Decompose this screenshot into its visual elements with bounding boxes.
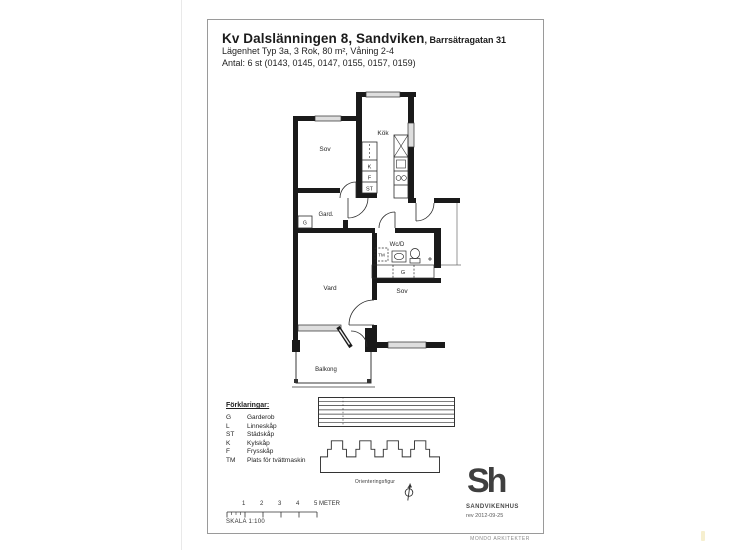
balcony-label: Balkong <box>315 367 337 373</box>
legend-abbr: K <box>226 439 231 447</box>
neighbour-lines <box>441 203 461 265</box>
legend-abbr: TM <box>226 456 236 464</box>
living-room-label: Vard <box>323 285 337 292</box>
scan-page-edge <box>181 0 182 550</box>
legend-abbr: ST <box>226 431 235 439</box>
logo-revision-date: rev 2012-09-25 <box>466 513 504 519</box>
scan-artifact-speck <box>701 531 705 541</box>
scale-numbers <box>226 501 366 509</box>
wardrobe-room-label: Gard. <box>318 212 334 218</box>
washer-label: TM <box>378 252 385 258</box>
apartment-count-line: Antal: 6 st (0143, 0145, 0147, 0155, 0157, 0159) <box>222 58 416 68</box>
apartment-type-line: Lägenhet Typ 3a, 3 Rok, 80 m², Våning 2-4 <box>222 46 394 56</box>
scale-tick-3: 3 <box>278 501 282 507</box>
legend-heading: Förklaringar: <box>226 402 270 409</box>
legend-label: Städskåp <box>247 431 275 439</box>
north-arrow-icon <box>401 482 417 502</box>
legend-label: Linneskåp <box>247 422 277 430</box>
kitchen-label: Kök <box>377 130 389 137</box>
wardrobe-row-label: G <box>400 270 406 276</box>
bedroom2-label: Sov <box>396 288 408 295</box>
architect-credit: MONDO ARKITEKTER <box>470 536 530 542</box>
legend-abbr: G <box>226 414 232 421</box>
scale-tick-5: 5 METER <box>314 501 341 507</box>
scale-label: SKALA 1:100 <box>226 519 265 525</box>
legend-label: Kylskåp <box>247 439 270 447</box>
hall-wardrobe-label: G <box>303 220 307 227</box>
freezer-label: F <box>367 175 372 182</box>
scale-tick-4: 4 <box>296 501 300 507</box>
scale-tick-2: 2 <box>260 501 264 507</box>
sandvikenhus-logo-name: SANDVIKENHUS <box>466 504 519 510</box>
kitchen-counter <box>394 135 408 198</box>
balcony-door-leaf <box>338 327 351 347</box>
bathroom-label: Wc/D <box>389 242 405 248</box>
sandvikenhus-logo-mark: Sh <box>467 462 505 500</box>
legend-abbr: F <box>226 448 230 456</box>
walls <box>292 92 460 352</box>
door-swings <box>340 182 434 347</box>
balcony-post <box>294 379 298 383</box>
balcony-post <box>367 379 371 383</box>
scale-tick-1: 1 <box>242 501 246 507</box>
scale-bar <box>226 510 346 519</box>
legend-label: Frysskåp <box>247 448 274 456</box>
page-title: Kv Dalslänningen 8, Sandviken <box>222 31 425 46</box>
floorplan-drawing <box>278 85 468 390</box>
orientation-caption: Orienteringsfigur <box>354 479 396 485</box>
legend-abbr: L <box>226 422 230 430</box>
legend-label: Plats för tvättmaskin <box>247 456 306 464</box>
building-footprint-figure <box>320 437 440 473</box>
page-title-address: , Barrsätragatan 31 <box>424 35 507 45</box>
bedroom1-label: Sov <box>319 146 331 153</box>
elevation-stripes-figure <box>318 397 455 427</box>
legend-label: Garderob <box>247 414 275 421</box>
fridge-label: K <box>367 164 372 171</box>
cleaning-cabinet-label: ST <box>365 186 374 193</box>
